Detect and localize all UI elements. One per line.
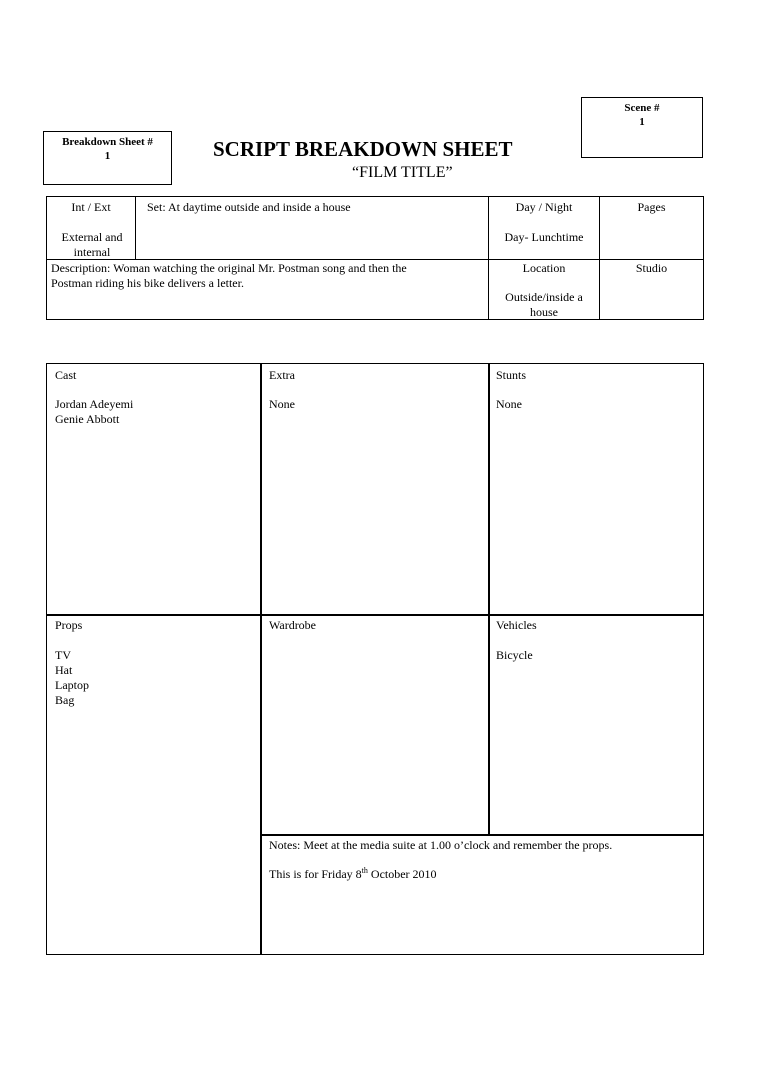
notes-text: Notes: Meet at the media suite at 1.00 o’clock and remember the props. <box>269 838 613 852</box>
page-title: SCRIPT BREAKDOWN SHEET <box>213 137 513 161</box>
int-ext-label: Int / Ext <box>71 200 111 214</box>
notes-date: This is for Friday 8th October 2010 <box>269 866 437 881</box>
list-item: Bag <box>55 693 75 707</box>
scene-number-box <box>581 97 703 158</box>
scene-number-value: 1 <box>639 116 645 128</box>
location-label: Location <box>522 261 566 275</box>
header-table <box>46 196 704 320</box>
props-label: Props <box>55 618 83 632</box>
day-night-label: Day / Night <box>515 200 573 214</box>
list-item: Genie Abbott <box>55 412 120 426</box>
studio-label: Studio <box>635 261 668 275</box>
wardrobe-label: Wardrobe <box>269 618 317 632</box>
location-value: Outside/inside a house <box>505 290 583 319</box>
list-item: Jordan Adeyemi <box>55 397 134 411</box>
breakdown-sheet-number-value: 1 <box>104 150 111 162</box>
vehicles-label: Vehicles <box>496 618 537 632</box>
int-ext-value: External and internal <box>61 230 123 259</box>
film-title: “FILM TITLE” <box>352 164 453 181</box>
cast-list <box>55 397 133 427</box>
cast-label: Cast <box>55 368 77 382</box>
set-text: Set: At daytime outside and inside a house <box>147 200 351 214</box>
breakdown-grid <box>46 363 704 955</box>
description-text: Description: Woman watching the original Mr. Postman song and then the Postman riding his bike delivers a letter. <box>51 261 407 290</box>
extra-value: None <box>269 397 295 411</box>
stunts-label: Stunts <box>496 368 527 382</box>
list-item: Laptop <box>55 678 89 692</box>
list-item: Hat <box>55 663 73 677</box>
vehicles-value: Bicycle <box>496 648 533 662</box>
props-list <box>55 648 89 708</box>
extra-label: Extra <box>269 368 295 382</box>
breakdown-sheet-number-label: Breakdown Sheet # <box>62 136 153 148</box>
scene-number-label: Scene # <box>624 102 660 114</box>
list-item: TV <box>55 648 71 662</box>
pages-label: Pages <box>637 200 666 214</box>
breakdown-sheet-number-box <box>43 131 172 185</box>
stunts-value: None <box>496 397 522 411</box>
day-night-value: Day- Lunchtime <box>504 230 584 244</box>
